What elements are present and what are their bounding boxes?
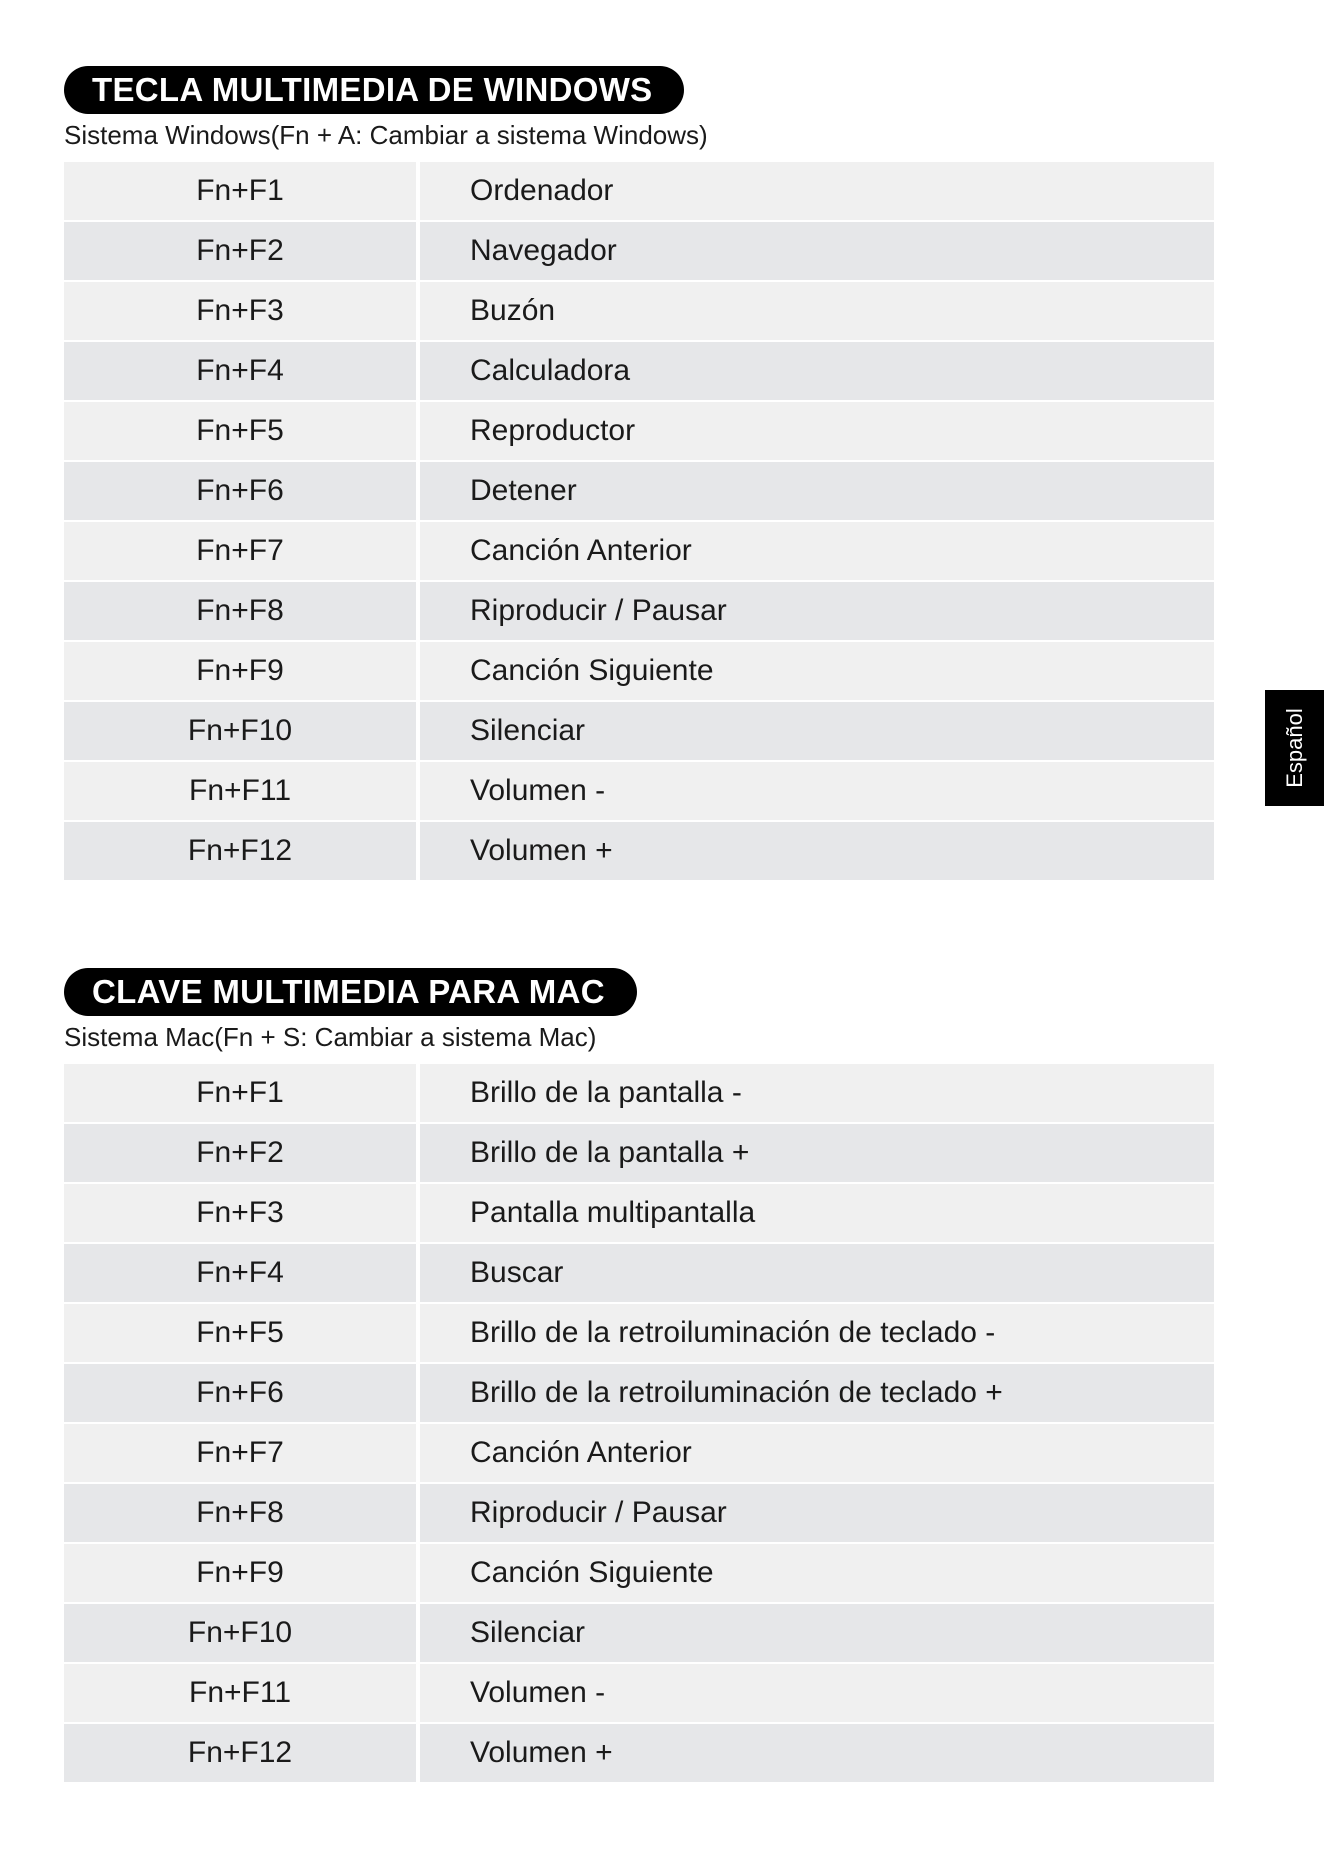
- function-cell: Brillo de la pantalla -: [420, 1064, 1214, 1122]
- function-cell: Buscar: [420, 1244, 1214, 1302]
- function-cell: Silenciar: [420, 702, 1214, 760]
- table-row: [64, 1064, 1214, 1122]
- windows-section-subtitle: Sistema Windows(Fn + A: Cambiar a sistema Windows): [64, 120, 708, 150]
- function-cell: Buzón: [420, 282, 1214, 340]
- key-cell: Fn+F9: [64, 1544, 416, 1602]
- function-cell: Canción Siguiente: [420, 642, 1214, 700]
- key-cell: Fn+F4: [64, 342, 416, 400]
- table-row: [64, 222, 1214, 280]
- language-side-tab-label: Español: [1281, 708, 1307, 788]
- table-row: [64, 1544, 1214, 1602]
- windows-key-table: [64, 162, 1214, 880]
- table-row: [64, 1304, 1214, 1362]
- function-cell: Detener: [420, 462, 1214, 520]
- key-cell: Fn+F12: [64, 822, 416, 880]
- key-cell: Fn+F5: [64, 402, 416, 460]
- key-cell: Fn+F2: [64, 1124, 416, 1182]
- key-cell: Fn+F6: [64, 462, 416, 520]
- function-cell: Volumen +: [420, 822, 1214, 880]
- function-cell: Riproducir / Pausar: [420, 1484, 1214, 1542]
- windows-section: [64, 66, 1214, 882]
- key-cell: Fn+F1: [64, 162, 416, 220]
- table-row: [64, 1244, 1214, 1302]
- function-cell: Canción Anterior: [420, 1424, 1214, 1482]
- function-cell: Riproducir / Pausar: [420, 582, 1214, 640]
- table-row: [64, 162, 1214, 220]
- key-cell: Fn+F7: [64, 1424, 416, 1482]
- table-row: [64, 1124, 1214, 1182]
- table-row: [64, 402, 1214, 460]
- key-cell: Fn+F6: [64, 1364, 416, 1422]
- function-cell: Silenciar: [420, 1604, 1214, 1662]
- key-cell: Fn+F12: [64, 1724, 416, 1782]
- table-row: [64, 702, 1214, 760]
- function-cell: Canción Siguiente: [420, 1544, 1214, 1602]
- function-cell: Canción Anterior: [420, 522, 1214, 580]
- table-row: [64, 762, 1214, 820]
- table-row: [64, 582, 1214, 640]
- table-row: [64, 642, 1214, 700]
- table-row: [64, 1724, 1214, 1782]
- key-cell: Fn+F9: [64, 642, 416, 700]
- mac-section: [64, 968, 1214, 1784]
- key-cell: Fn+F3: [64, 282, 416, 340]
- key-cell: Fn+F10: [64, 702, 416, 760]
- function-cell: Reproductor: [420, 402, 1214, 460]
- key-cell: Fn+F4: [64, 1244, 416, 1302]
- function-cell: Brillo de la retroiluminación de teclado +: [420, 1364, 1214, 1422]
- function-cell: Ordenador: [420, 162, 1214, 220]
- key-cell: Fn+F8: [64, 1484, 416, 1542]
- function-cell: Brillo de la retroiluminación de teclado -: [420, 1304, 1214, 1362]
- windows-section-title: TECLA MULTIMEDIA DE WINDOWS: [64, 66, 684, 114]
- table-row: [64, 1424, 1214, 1482]
- table-row: [64, 1364, 1214, 1422]
- function-cell: Navegador: [420, 222, 1214, 280]
- key-cell: Fn+F10: [64, 1604, 416, 1662]
- function-cell: Volumen +: [420, 1724, 1214, 1782]
- table-row: [64, 1484, 1214, 1542]
- function-cell: Volumen -: [420, 762, 1214, 820]
- table-row: [64, 342, 1214, 400]
- key-cell: Fn+F5: [64, 1304, 416, 1362]
- language-side-tab: [1265, 690, 1324, 806]
- table-row: [64, 1184, 1214, 1242]
- table-row: [64, 522, 1214, 580]
- mac-key-table: [64, 1064, 1214, 1782]
- key-cell: Fn+F7: [64, 522, 416, 580]
- table-row: [64, 1664, 1214, 1722]
- key-cell: Fn+F2: [64, 222, 416, 280]
- function-cell: Brillo de la pantalla +: [420, 1124, 1214, 1182]
- mac-section-subtitle: Sistema Mac(Fn + S: Cambiar a sistema Mac): [64, 1022, 597, 1052]
- key-cell: Fn+F3: [64, 1184, 416, 1242]
- table-row: [64, 282, 1214, 340]
- key-cell: Fn+F1: [64, 1064, 416, 1122]
- function-cell: Volumen -: [420, 1664, 1214, 1722]
- key-cell: Fn+F11: [64, 762, 416, 820]
- function-cell: Calculadora: [420, 342, 1214, 400]
- function-cell: Pantalla multipantalla: [420, 1184, 1214, 1242]
- table-row: [64, 462, 1214, 520]
- key-cell: Fn+F8: [64, 582, 416, 640]
- table-row: [64, 1604, 1214, 1662]
- key-cell: Fn+F11: [64, 1664, 416, 1722]
- mac-section-title: CLAVE MULTIMEDIA PARA MAC: [64, 968, 637, 1016]
- table-row: [64, 822, 1214, 880]
